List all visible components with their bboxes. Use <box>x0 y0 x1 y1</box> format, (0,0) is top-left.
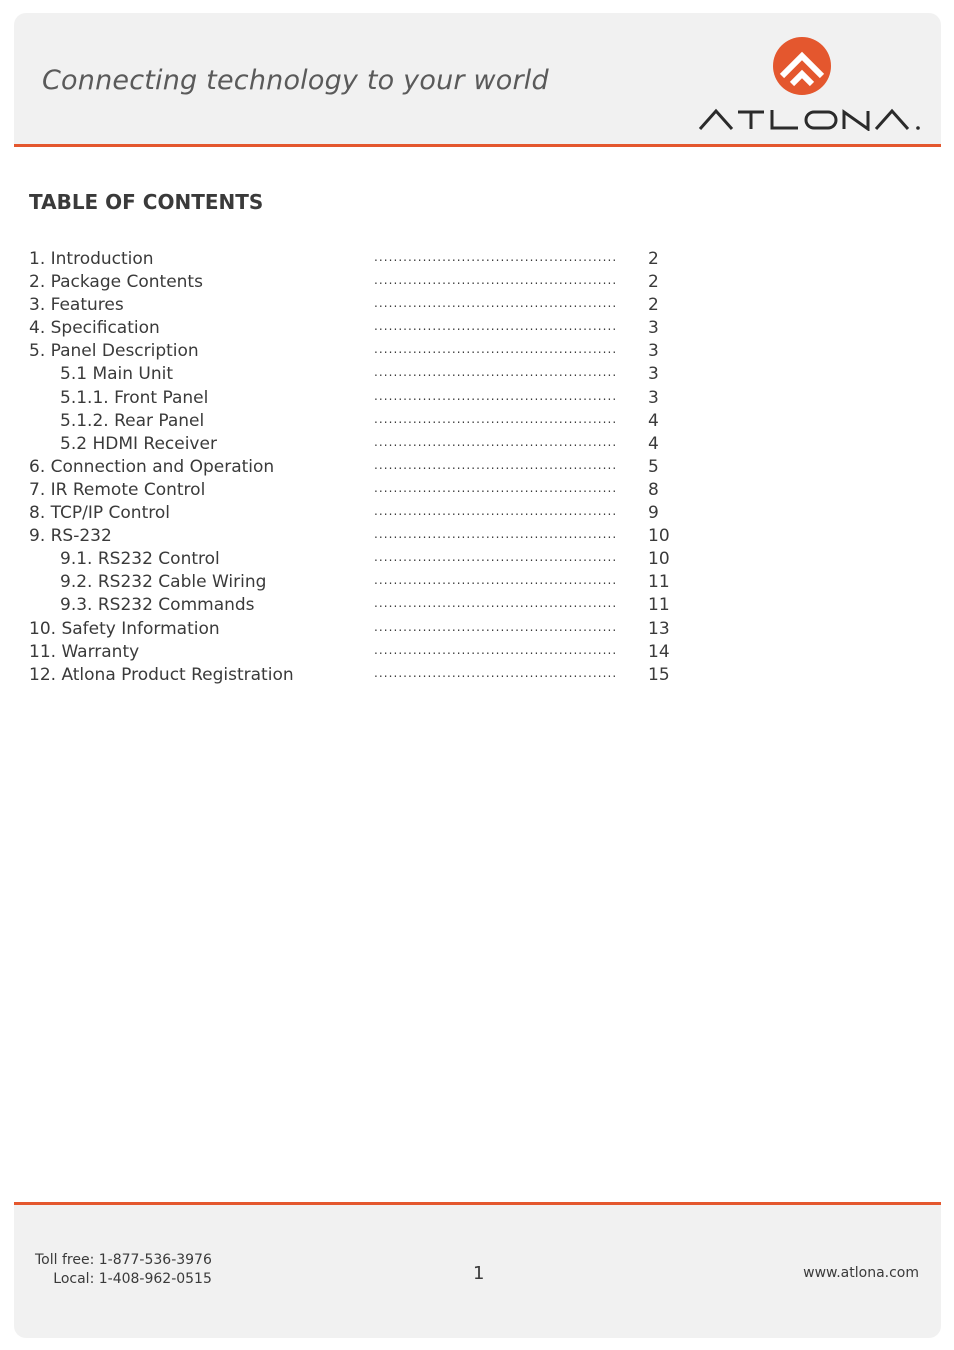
toc-entry[interactable] <box>29 479 689 502</box>
toc-entry-page: 2 <box>648 249 659 269</box>
toc-dot-leader: .................................................. <box>374 388 618 403</box>
toc-entry-label: 5.1.1. Front Panel <box>60 387 209 408</box>
toc-entry-page: 3 <box>648 387 659 408</box>
toc-entry-page: 10 <box>648 526 670 547</box>
toc-title: TABLE OF CONTENTS <box>29 190 264 214</box>
toc-dot-leader: .................................................. <box>374 411 618 426</box>
toc-entry[interactable] <box>29 317 689 340</box>
toc-dot-leader: .................................................. <box>374 480 618 495</box>
toc-entry-label: 1. Introduction <box>29 249 154 269</box>
toll-free-number: Toll free: 1-877-536-3976 <box>35 1252 212 1268</box>
toc-entry-page: 9 <box>648 503 659 524</box>
toc-dot-leader: .................................................. <box>374 296 618 311</box>
toc-entry-page: 3 <box>648 341 659 362</box>
toc-entry-page: 4 <box>648 433 659 454</box>
toc-entry[interactable] <box>29 456 689 479</box>
toc-entry-page: 3 <box>648 318 659 339</box>
toc-entry-label: 8. TCP/IP Control <box>29 503 170 524</box>
toc-entry-page: 11 <box>648 572 670 593</box>
contact-info <box>35 1251 212 1289</box>
toc-dot-leader: .................................................. <box>374 642 618 657</box>
toc-dot-leader: .................................................. <box>374 504 618 519</box>
toc-dot-leader: .................................................. <box>374 342 618 357</box>
toc-dot-leader: .................................................. <box>374 596 618 611</box>
toc-dot-leader: .................................................. <box>374 319 618 334</box>
header-tagline: Connecting technology to your world <box>42 65 549 96</box>
toc-entry[interactable] <box>29 594 689 617</box>
toc-entry-page: 11 <box>648 595 670 616</box>
toc-entry-page: 15 <box>648 664 670 685</box>
toc-entry-label: 4. Specification <box>29 318 160 339</box>
toc-dot-leader: .................................................. <box>374 573 618 588</box>
toc-entry[interactable] <box>29 525 689 548</box>
toc-entry-label: 3. Features <box>29 295 124 316</box>
toc-entry-page: 14 <box>648 641 670 662</box>
toc-entry[interactable] <box>29 340 689 363</box>
toc-entry-page: 3 <box>648 364 659 385</box>
toc-entry-label: 9.3. RS232 Commands <box>60 595 255 616</box>
toc-entry[interactable] <box>29 248 689 271</box>
toc-entry-page: 13 <box>648 618 670 639</box>
toc-entry-page: 8 <box>648 479 659 500</box>
website-link[interactable]: www.atlona.com <box>803 1265 919 1281</box>
toc-dot-leader: .................................................. <box>374 550 618 565</box>
toc-entry-label: 2. Package Contents <box>29 272 203 293</box>
page-footer <box>14 1202 941 1338</box>
toc-entry-label: 5.2 HDMI Receiver <box>60 433 217 454</box>
toc-entry[interactable] <box>29 548 689 571</box>
toc-entry-label: 5.1.2. Rear Panel <box>60 410 205 431</box>
toc-entry[interactable] <box>29 294 689 317</box>
page-header <box>14 13 941 147</box>
toc-entry-label: 9.1. RS232 Control <box>60 549 220 570</box>
toc-dot-leader: .................................................. <box>374 665 618 680</box>
toc-entry-page: 4 <box>648 410 659 431</box>
toc-entry[interactable] <box>29 363 689 386</box>
toc-entry[interactable] <box>29 271 689 294</box>
toc-dot-leader: .................................................. <box>374 365 618 380</box>
toc-entry[interactable] <box>29 571 689 594</box>
toc-entry-page: 5 <box>648 456 659 477</box>
toc-entry-label: 7. IR Remote Control <box>29 479 206 500</box>
page-number: 1 <box>473 1263 485 1284</box>
atlona-wordmark <box>698 107 924 131</box>
toc-dot-leader: .................................................. <box>374 434 618 449</box>
toc-list <box>29 248 689 687</box>
toc-entry-label: 5. Panel Description <box>29 341 199 362</box>
toc-entry-label: 5.1 Main Unit <box>60 364 174 385</box>
toc-dot-leader: .................................................. <box>374 273 618 288</box>
toc-entry-label: 6. Connection and Operation <box>29 456 275 477</box>
toc-dot-leader: .................................................. <box>374 619 618 634</box>
toc-entry[interactable] <box>29 387 689 410</box>
toc-dot-leader: .................................................. <box>374 250 618 264</box>
toc-entry[interactable] <box>29 618 689 641</box>
toc-entry-label: 11. Warranty <box>29 641 140 662</box>
toc-dot-leader: .................................................. <box>374 527 618 542</box>
toc-entry-label: 9.2. RS232 Cable Wiring <box>60 572 267 593</box>
local-number: Local: 1-408-962-0515 <box>53 1271 212 1287</box>
toc-entry[interactable] <box>29 641 689 664</box>
toc-entry[interactable] <box>29 410 689 433</box>
toc-dot-leader: .................................................. <box>374 457 618 472</box>
toc-entry-label: 10. Safety Information <box>29 618 220 639</box>
atlona-logo-icon <box>772 36 832 96</box>
toc-entry-label: 12. Atlona Product Registration <box>29 664 294 685</box>
toc-entry[interactable] <box>29 664 689 687</box>
toc-entry-page: 2 <box>648 295 659 316</box>
toc-entry-page: 10 <box>648 549 670 570</box>
toc-entry-label: 9. RS-232 <box>29 526 112 547</box>
toc-entry[interactable] <box>29 502 689 525</box>
toc-entry[interactable] <box>29 433 689 456</box>
toc-entry-page: 2 <box>648 272 659 293</box>
